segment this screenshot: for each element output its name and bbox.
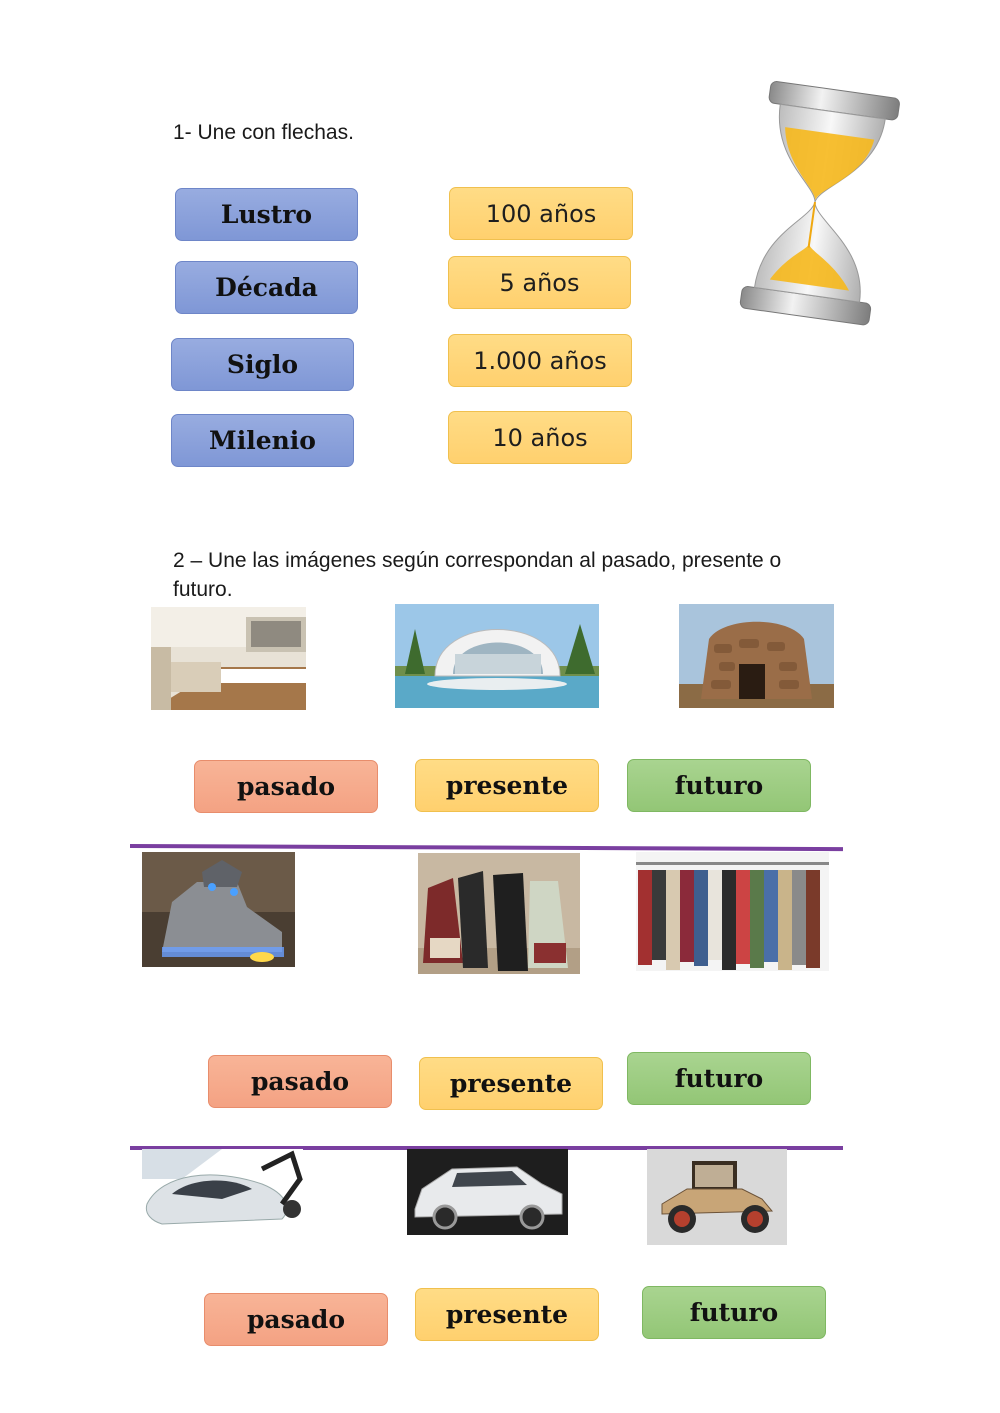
- row-2-presente-button[interactable]: presente: [419, 1057, 603, 1110]
- row-3-presente-button[interactable]: presente: [415, 1288, 599, 1341]
- row-2-futuro-button[interactable]: futuro: [627, 1052, 811, 1105]
- term-milenio[interactable]: Milenio: [171, 414, 354, 467]
- question-2-line-2: futuro.: [173, 578, 233, 601]
- row-1-presente-button[interactable]: presente: [415, 759, 599, 812]
- value-10-anos[interactable]: 10 años: [448, 411, 632, 464]
- term-lustro[interactable]: Lustro: [175, 188, 358, 241]
- question-2-title: [173, 546, 893, 604]
- term-siglo[interactable]: Siglo: [171, 338, 354, 391]
- value-1000-anos[interactable]: 1.000 años: [448, 334, 632, 387]
- question-1-title: 1- Une con flechas.: [173, 121, 354, 144]
- clothes-rack-image[interactable]: [636, 852, 829, 971]
- section-divider-1: [130, 844, 843, 851]
- question-2-line-1: 2 – Une las imágenes según correspondan al pasado, presente o: [173, 549, 782, 572]
- value-5-anos[interactable]: 5 años: [448, 256, 631, 309]
- term-decada[interactable]: Década: [175, 261, 358, 314]
- stone-hut-image[interactable]: [679, 604, 834, 708]
- modern-car-image[interactable]: [407, 1149, 568, 1235]
- modern-kitchen-image[interactable]: [151, 607, 306, 710]
- row-3-pasado-button[interactable]: pasado: [204, 1293, 388, 1346]
- row-1-futuro-button[interactable]: futuro: [627, 759, 811, 812]
- vintage-car-image[interactable]: [647, 1149, 787, 1245]
- light-up-sneakers-image[interactable]: [142, 852, 295, 967]
- flying-car-image[interactable]: [142, 1149, 303, 1238]
- traditional-costumes-image[interactable]: [418, 853, 580, 974]
- row-1-pasado-button[interactable]: pasado: [194, 760, 378, 813]
- row-2-pasado-button[interactable]: pasado: [208, 1055, 392, 1108]
- hourglass-icon: [715, 70, 915, 335]
- row-3-futuro-button[interactable]: futuro: [642, 1286, 826, 1339]
- value-100-anos[interactable]: 100 años: [449, 187, 633, 240]
- futuristic-house-image[interactable]: [395, 604, 599, 708]
